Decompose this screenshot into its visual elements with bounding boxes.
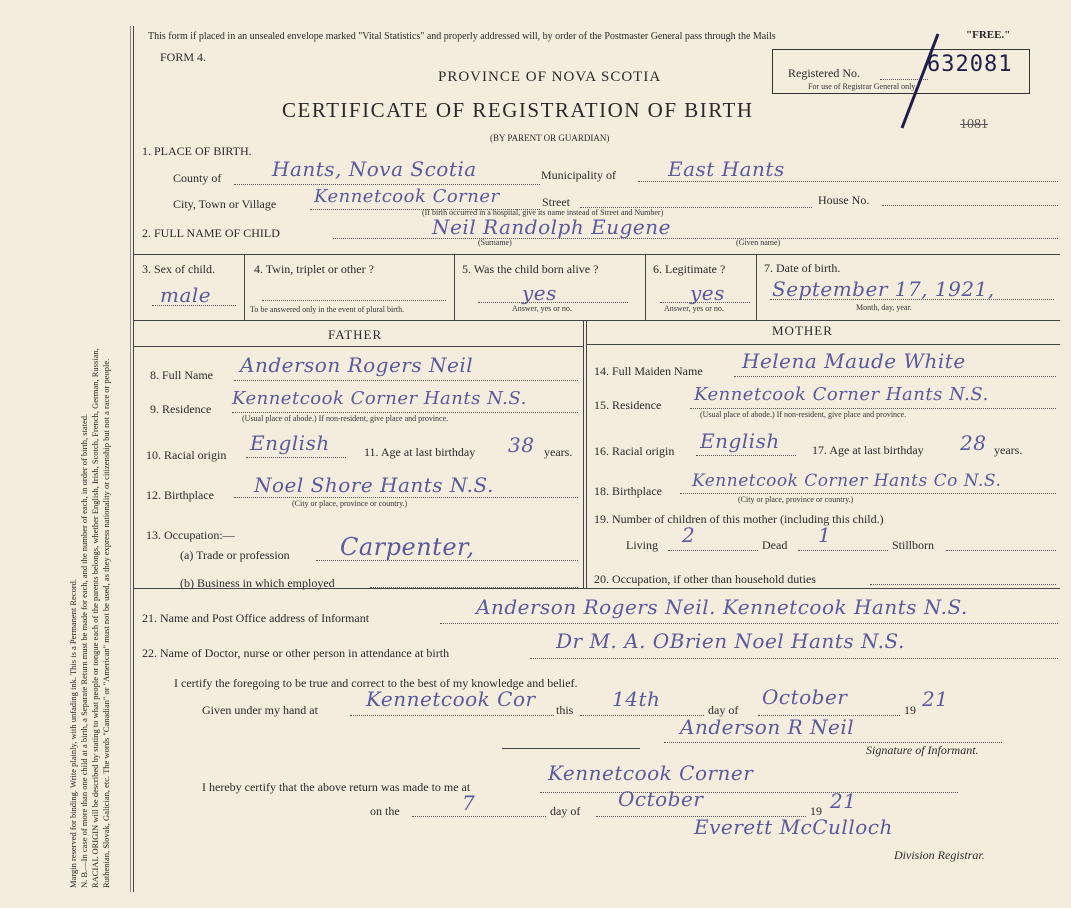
alive-label: 5. Was the child born alive ? (462, 262, 599, 276)
registrar-year-prefix: 19 (810, 804, 822, 818)
twin-note: To be answered only in the event of plural birth. (250, 305, 405, 314)
father-trade-value: Carpenter, (340, 533, 475, 561)
mother-age-label: 17. Age at last birthday (812, 443, 924, 457)
doctor-line (530, 658, 1058, 659)
certify-year-prefix: 19 (904, 703, 916, 717)
margin-line-1: Margin reserved for binding. Write plainly, with unfading ink. This is a Permanent Record. (68, 578, 78, 888)
informant-value: Anderson Rogers Neil. Kennetcook Hants N.S. (476, 595, 968, 619)
row3-top-rule (134, 254, 1060, 255)
margin-line-3: RACIAL ORIGIN will be described by stating to what people or tongue each of the parents belongs, whether English, Irish, Scotch, French, German, Russian, (90, 348, 100, 888)
child-name-label: 2. FULL NAME OF CHILD (142, 226, 280, 240)
registrar-day-of-label: day of (550, 804, 581, 818)
father-name-value: Anderson Rogers Neil (240, 353, 474, 377)
father-birthplace-note: (City or place, province or country.) (292, 499, 408, 508)
mother-residence-note: (Usual place of abode.) If non-resident, give place and province. (700, 410, 907, 419)
sex-label: 3. Sex of child. (142, 262, 215, 276)
father-age-value: 38 (508, 433, 535, 457)
living-line (668, 550, 758, 551)
given-place-value: Kennetcook Cor (366, 687, 536, 711)
registry-slash-mark (890, 32, 950, 132)
mail-notice: This form if placed in an unsealed envelope marked "Vital Statistics" and properly addressed will, by order of the Postmaster General pass through the Mails (148, 31, 776, 42)
mother-name-line (734, 376, 1056, 377)
alive-note: Answer, yes or no. (512, 304, 572, 313)
registered-label: Registered No. (788, 66, 860, 80)
street-label: Street (542, 195, 570, 209)
registrar-place-value: Kennetcook Corner (548, 761, 754, 785)
margin-line-2: N. B.—In case of more than one child at a birth, a Separate Return must be made for each, and the number of each, in order of birth, stated. (79, 413, 89, 888)
father-occupation-label: 13. Occupation:— (146, 528, 235, 542)
father-heading: FATHER (328, 327, 383, 342)
mother-birthplace-line (680, 493, 1056, 494)
child-name-value: Neil Randolph Eugene (432, 215, 671, 239)
mother-years-label: years. (994, 443, 1023, 457)
father-years-label: years. (544, 445, 573, 459)
separator-rule (502, 748, 640, 749)
parents-center-divider (583, 320, 584, 588)
mother-occupation-label: 20. Occupation, if other than household duties (594, 572, 816, 586)
municipality-value: East Hants (668, 157, 785, 181)
mother-race-label: 16. Racial origin (594, 444, 675, 458)
registrar-signature: Everett McCulloch (694, 815, 893, 839)
county-label: County of (173, 171, 222, 185)
house-label: House No. (818, 193, 870, 207)
registrar-signature-label: Division Registrar. (894, 848, 985, 862)
left-border (133, 26, 134, 892)
certify-day-of-label: day of (708, 703, 739, 717)
free-label: "FREE." (966, 29, 1011, 41)
legitimate-value: yes (690, 281, 725, 305)
mother-residence-line (690, 408, 1056, 409)
informant-line (440, 623, 1058, 624)
father-name-line (234, 380, 578, 381)
city-label: City, Town or Village (173, 197, 277, 211)
given-label: Given under my hand at (202, 703, 318, 717)
doctor-value: Dr M. A. OBrien Noel Hants N.S. (556, 629, 905, 653)
mother-birthplace-note: (City or place, province or country.) (738, 495, 854, 504)
sex-line (152, 305, 236, 306)
certificate-subtitle: (BY PARENT OR GUARDIAN) (490, 133, 610, 143)
given-name-note: (Given name) (736, 238, 781, 247)
mother-name-label: 14. Full Maiden Name (594, 364, 703, 378)
registrar-month-value: October (618, 787, 704, 811)
dead-label: Dead (762, 538, 788, 552)
row3-divider-2 (454, 254, 455, 320)
mother-occupation-line (870, 584, 1056, 585)
mother-race-line (696, 455, 796, 456)
form-number: FORM 4. (160, 50, 207, 64)
living-label: Living (626, 538, 658, 552)
father-birthplace-value: Noel Shore Hants N.S. (254, 473, 494, 497)
margin-line-4: Ruthenian, Slovak, Galician, etc. The words "Canadian" or "American" must not be used, as they express nationality or citizenship but not a race or people. (101, 358, 111, 888)
registrar-statement: I hereby certify that the above return was made to me at (202, 780, 471, 794)
legitimate-label: 6. Legitimate ? (653, 262, 726, 276)
municipality-label: Municipality of (541, 168, 616, 182)
surname-note: (Surname) (478, 238, 512, 247)
dob-label: 7. Date of birth. (764, 261, 841, 275)
mother-race-value: English (700, 429, 780, 453)
sex-value: male (160, 283, 212, 307)
father-business-label: (b) Business in which employed (180, 576, 335, 590)
dob-line (770, 299, 1054, 300)
registrar-year-value: 21 (830, 789, 857, 813)
row3-divider-4 (756, 254, 757, 320)
informant-signature: Anderson R Neil (680, 715, 855, 739)
registered-number: 632081 (927, 52, 1013, 77)
father-residence-label: 9. Residence (150, 402, 212, 416)
father-business-line (370, 587, 578, 588)
registrar-day-line (412, 816, 546, 817)
city-value: Kennetcook Corner (314, 186, 500, 207)
certify-year-value: 21 (922, 687, 949, 711)
father-race-label: 10. Racial origin (146, 448, 227, 462)
parents-center-divider-2 (586, 320, 587, 588)
stillborn-label: Stillborn (892, 538, 935, 552)
mother-heading-rule (587, 344, 1060, 345)
twin-label: 4. Twin, triplet or other ? (254, 262, 374, 276)
certify-statement: I certify the foregoing to be true and correct to the best of my knowledge and belief. (174, 676, 578, 690)
stillborn-line (946, 550, 1056, 551)
registrar-place-line (540, 792, 958, 793)
mother-children-label: 19. Number of children of this mother (including this child.) (594, 512, 884, 526)
registrar-day-value: 7 (462, 791, 476, 815)
legitimate-line (660, 302, 750, 303)
informant-signature-label: Signature of Informant. (866, 743, 979, 757)
certify-day-value: 14th (612, 687, 661, 711)
row3-bottom-rule (134, 320, 1060, 321)
legitimate-note: Answer, yes or no. (664, 304, 724, 313)
registrar-on-label: on the (370, 804, 400, 818)
certify-month-value: October (762, 685, 848, 709)
old-number: 1081 (960, 117, 988, 132)
dob-note: Month, day, year. (856, 303, 912, 312)
informant-label: 21. Name and Post Office address of Informant (142, 611, 370, 625)
mother-birthplace-label: 18. Birthplace (594, 484, 662, 498)
county-line (234, 184, 540, 185)
father-heading-rule (134, 346, 583, 347)
dead-value: 1 (818, 523, 832, 547)
row3-divider-1 (244, 254, 245, 320)
mother-heading: MOTHER (772, 323, 833, 338)
municipality-line (638, 181, 1058, 182)
county-value: Hants, Nova Scotia (272, 157, 477, 181)
father-birthplace-line (234, 497, 578, 498)
father-birthplace-label: 12. Birthplace (146, 488, 214, 502)
mother-birthplace-value: Kennetcook Corner Hants Co N.S. (692, 471, 1002, 491)
father-age-label: 11. Age at last birthday (364, 445, 476, 459)
hospital-note: (If birth occurred in a hospital, give its name instead of Street and Number) (422, 208, 664, 217)
mother-residence-label: 15. Residence (594, 398, 662, 412)
mother-name-value: Helena Maude White (742, 349, 966, 373)
alive-value: yes (522, 281, 557, 305)
alive-line (478, 302, 628, 303)
registrar-use-note: For use of Registrar General only. (808, 82, 917, 91)
father-residence-value: Kennetcook Corner Hants N.S. (232, 388, 527, 409)
living-value: 2 (682, 523, 696, 547)
certificate-title: CERTIFICATE OF REGISTRATION OF BIRTH (282, 98, 754, 122)
father-race-value: English (250, 431, 330, 455)
house-line (882, 205, 1058, 206)
dead-line (798, 550, 888, 551)
father-residence-line (232, 412, 578, 413)
father-residence-note: (Usual place of abode.) If non-resident, give place and province. (242, 414, 449, 423)
mother-age-value: 28 (960, 431, 987, 455)
given-place-line (350, 715, 554, 716)
row3-divider-3 (645, 254, 646, 320)
this-label: this (556, 703, 574, 717)
father-race-line (246, 457, 346, 458)
margin-instructions (68, 8, 138, 888)
twin-line (262, 300, 446, 301)
left-border-inner (130, 26, 131, 892)
doctor-label: 22. Name of Doctor, nurse or other person in attendance at birth (142, 646, 450, 660)
father-trade-line (316, 560, 578, 561)
dob-value: September 17, 1921, (772, 277, 995, 301)
father-trade-label: (a) Trade or profession (180, 548, 290, 562)
mother-residence-value: Kennetcook Corner Hants N.S. (694, 384, 989, 405)
province-title: PROVINCE OF NOVA SCOTIA (438, 69, 662, 85)
place-of-birth-label: 1. PLACE OF BIRTH. (142, 144, 252, 158)
father-name-label: 8. Full Name (150, 368, 213, 382)
